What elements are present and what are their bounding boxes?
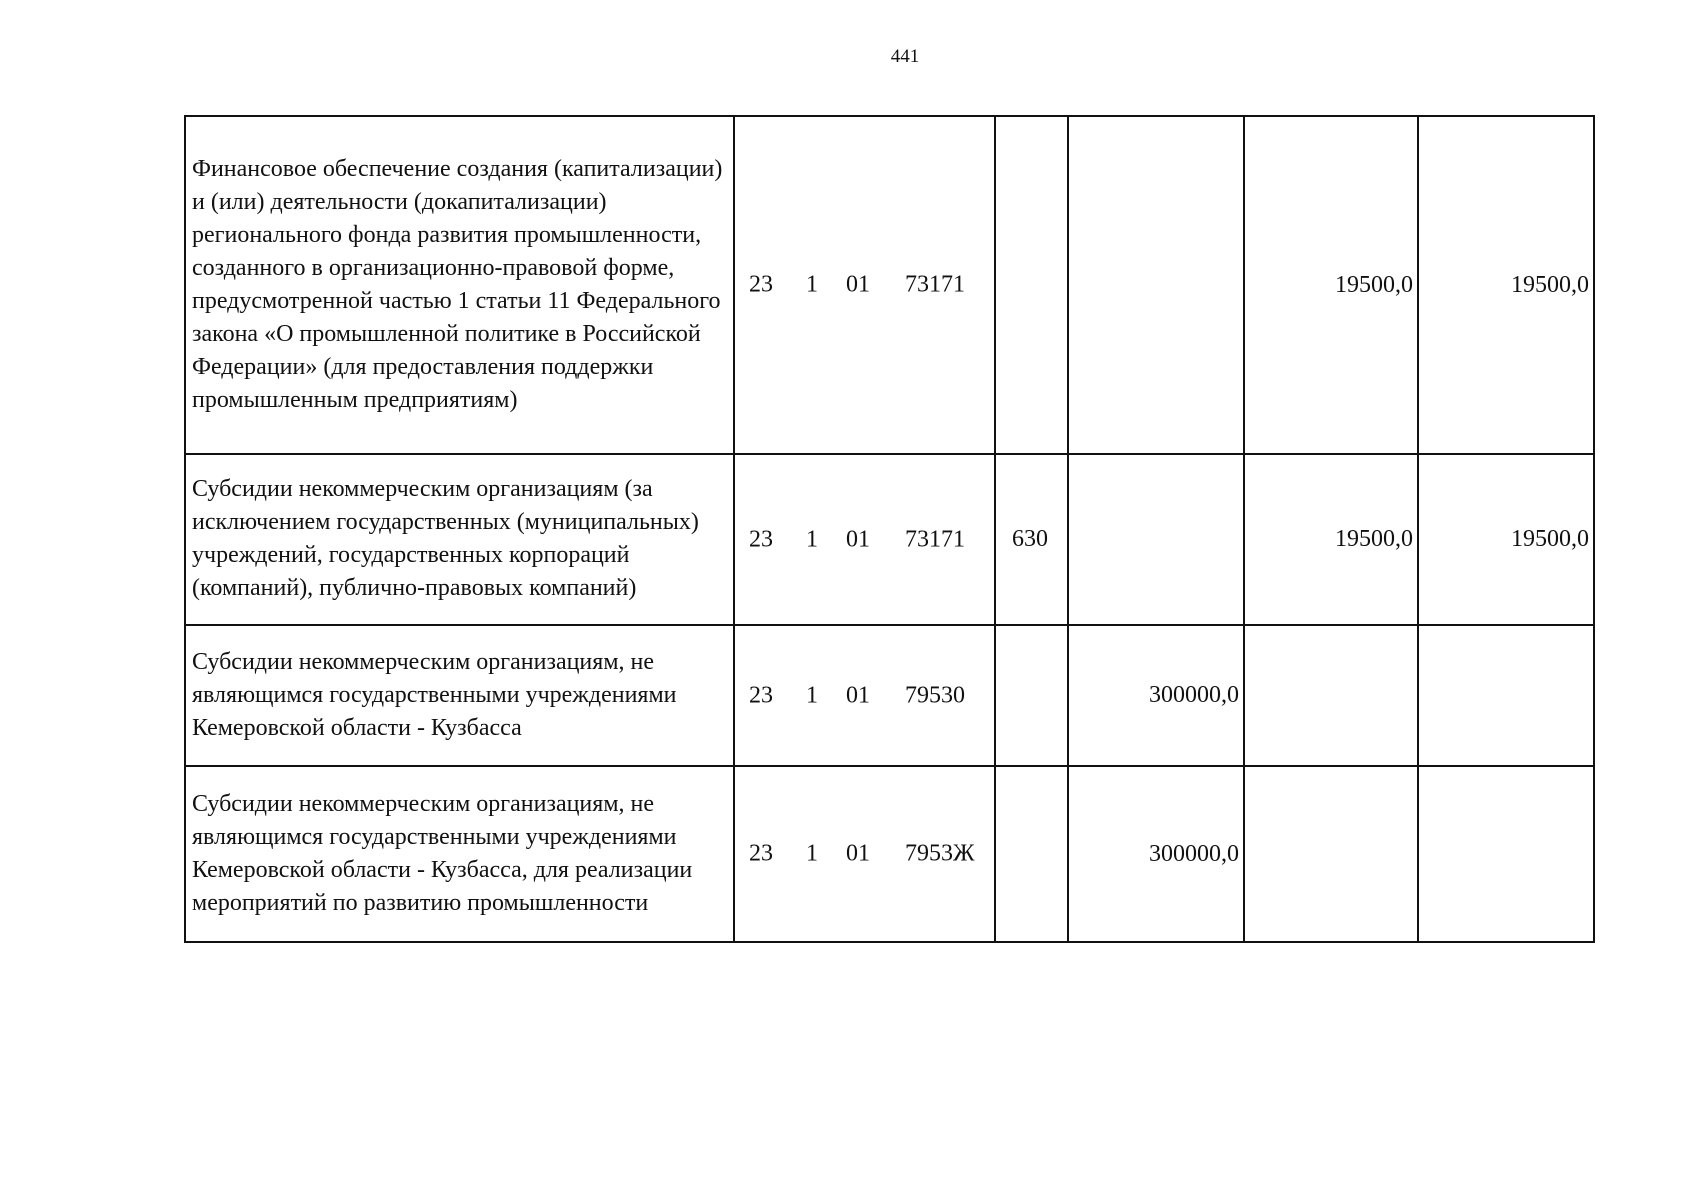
table-row (185, 454, 1594, 625)
expense-type-cell (995, 766, 1068, 942)
direction-code: 79530 (905, 682, 965, 708)
expense-type-cell: 630 (995, 454, 1068, 625)
amount-1-cell: 300000,0 (1068, 625, 1244, 766)
row-name-cell: Финансовое обеспечение создания (капитализации) и (или) деятельности (докапитализации) регионального фонда развития промышленности, созданного в организационно-правовой форме, предусмотренной частью 1 статьи 11 Федерального закона «О промышленной политике в Российской Федерации» (для предоставления поддержки промышленным предприятиям) (185, 116, 734, 454)
event-code: 01 (846, 526, 870, 552)
subprogram-code: 1 (806, 682, 818, 708)
amount-1-cell: 300000,0 (1068, 766, 1244, 942)
subprogram-code: 1 (806, 526, 818, 552)
event-code: 01 (846, 840, 870, 867)
table-row (185, 766, 1594, 942)
expense-type-cell (995, 116, 1068, 454)
budget-table (184, 115, 1595, 943)
amount-1-cell (1068, 116, 1244, 454)
expense-type-cell (995, 625, 1068, 766)
amount-2-cell: 19500,0 (1244, 454, 1418, 625)
program-code: 23 (749, 840, 773, 867)
row-name-cell: Субсидии некоммерческим организациям (за исключением государственных (муниципальных) учреждений, государственных корпораций (компаний), публично-правовых компаний) (185, 454, 734, 625)
table-row (185, 625, 1594, 766)
amount-2-cell (1244, 766, 1418, 942)
event-code: 01 (846, 271, 870, 298)
subprogram-code: 1 (806, 840, 818, 867)
amount-3-cell (1418, 625, 1594, 766)
amount-2-cell: 19500,0 (1244, 116, 1418, 454)
row-code-cell (734, 766, 995, 942)
row-code-cell (734, 116, 995, 454)
direction-code: 73171 (905, 271, 965, 298)
amount-3-cell (1418, 766, 1594, 942)
table-row (185, 116, 1594, 454)
amount-3-cell: 19500,0 (1418, 454, 1594, 625)
row-code-cell (734, 625, 995, 766)
row-name-cell: Субсидии некоммерческим организациям, не являющимся государственными учреждениями Кемеровской области - Кузбасса, для реализации мероприятий по развитию промышленности (185, 766, 734, 942)
program-code: 23 (749, 682, 773, 708)
page-number: 441 (890, 46, 920, 67)
subprogram-code: 1 (806, 271, 818, 298)
event-code: 01 (846, 682, 870, 708)
program-code: 23 (749, 271, 773, 298)
direction-code: 7953Ж (905, 840, 975, 867)
amount-1-cell (1068, 454, 1244, 625)
row-name-cell: Субсидии некоммерческим организациям, не являющимся государственными учреждениями Кемеровской области - Кузбасса (185, 625, 734, 766)
row-code-cell (734, 454, 995, 625)
amount-2-cell (1244, 625, 1418, 766)
amount-3-cell: 19500,0 (1418, 116, 1594, 454)
program-code: 23 (749, 526, 773, 552)
direction-code: 73171 (905, 526, 965, 552)
